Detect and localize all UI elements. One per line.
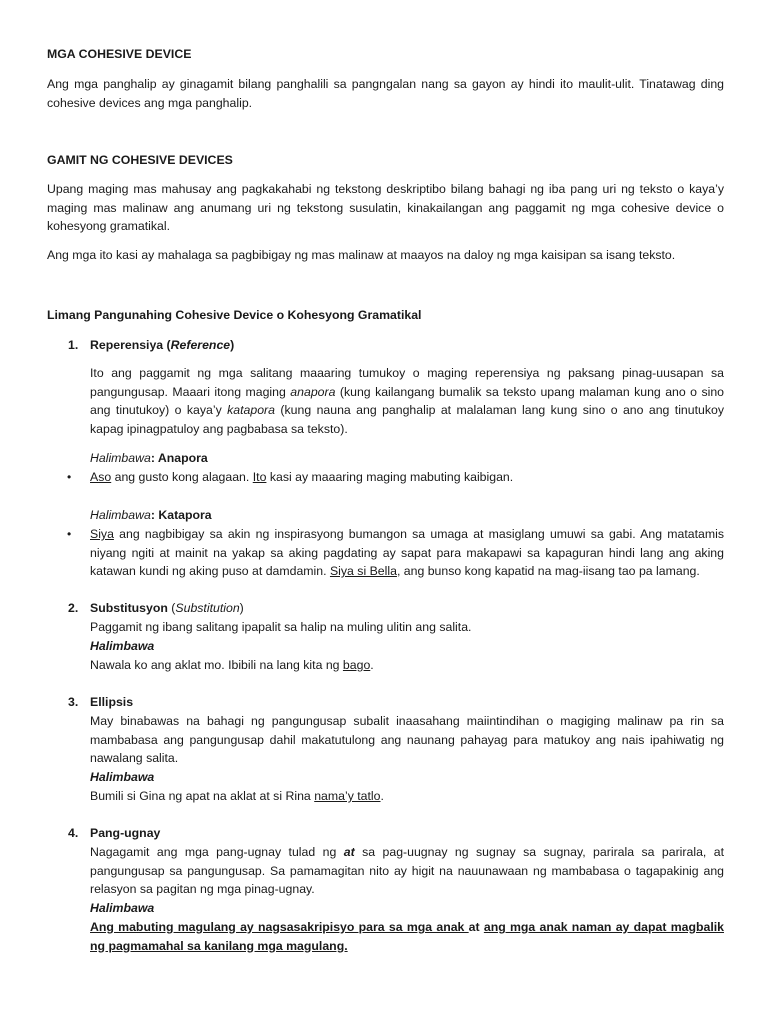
example-label-text: Halimbawa <box>90 770 155 784</box>
underlined-word: Siya <box>90 527 114 541</box>
section-title-gamit: GAMIT NG COHESIVE DEVICES <box>47 153 233 167</box>
substitusyon-description: Paggamit ng ibang salitang ipapalit sa halip na muling ulitin ang salita. <box>90 620 472 634</box>
item-title-text: Substitusyon <box>90 601 168 615</box>
item-number: 1. <box>68 338 79 352</box>
gamit-paragraph-1: Upang maging mas mahusay ang pagkakahabi ng tekstong deskriptibo bilang bahagi ng iba pang uri ng teksto o kaya’y maging mas malinaw ang anumang uri ng tekstong susulatin, kinakailangan ang paggamit ng mga cohesive device o kohesyong gramatikal. <box>47 182 724 233</box>
bullet-icon: • <box>67 527 72 541</box>
example-label-text: Halimbawa <box>90 639 155 653</box>
gamit-paragraph-2: Ang mga ito kasi ay mahalaga sa pagbibigay ng mas malinaw at maayos na daloy ng mga kaisipan sa isang teksto. <box>47 248 676 262</box>
reperensiya-description <box>90 364 724 438</box>
desc-italic-at: at <box>343 845 355 859</box>
example-text: . <box>380 789 384 803</box>
item-title-close: ) <box>239 601 244 615</box>
example-text: at <box>468 920 484 934</box>
example-ellipsis <box>90 787 724 806</box>
item-title-pang-ugnay: Pang-ugnay <box>90 826 161 840</box>
desc-italic-anapora: anapora <box>290 384 336 399</box>
ellipsis-description: May binabawas na bahagi ng pangungusap subalit inaasahang maiintindihan o magiging malinaw pa rin sa mambabasa ang pangungusap dahil makatutulong ang naunang pahayag para matukoy ang nais ipahiwatig ng nawalang salita. <box>90 714 724 765</box>
example-heading-katapora <box>90 506 212 525</box>
intro-paragraph: Ang mga panghalip ay ginagamit bilang panghalili sa pangngalan nang sa gayon ay hindi ito maulit-ulit. Tinatawag ding cohesive devices ang mga panghalip. <box>47 77 724 110</box>
example-type: Anapora <box>157 451 208 465</box>
example-text: ang gusto kong alagaan. <box>111 470 253 484</box>
example-pang-ugnay <box>90 918 724 955</box>
example-label <box>90 768 154 787</box>
item-number: 4. <box>68 826 79 840</box>
item-title-substitusyon <box>90 599 244 618</box>
underlined-word: Aso <box>90 470 112 484</box>
item-title-reperensiya <box>90 336 234 355</box>
item-title-close: ) <box>230 338 235 352</box>
desc-text: Ito ang paggamit ng mga salitang maaaring tumukoy o maging reperensiya ng paksang pinag-uusapan sa pangungusap. Maaari itong maging <box>90 366 724 399</box>
item-title-text: Reperensiya ( <box>90 338 171 352</box>
example-substitusyon <box>90 656 724 675</box>
desc-text: (kung nauna ang panghalip at malalaman lang kung sino o ano ang tinutukoy kapag ipinagpatuloy ang pagbabasa sa teksto). <box>90 403 724 436</box>
example-text: , ang bunso kong kapatid na mag-iisang tao pa lamang. <box>396 564 700 578</box>
pang-ugnay-description <box>90 843 724 899</box>
example-label: Halimbawa <box>90 508 151 522</box>
example-colon: : <box>150 451 158 465</box>
item-title-ellipsis: Ellipsis <box>90 695 134 709</box>
underlined-word: Siya si Bella <box>329 564 397 578</box>
example-label <box>90 899 154 918</box>
example-colon: : <box>150 508 159 522</box>
section-title-mga-cohesive-device: MGA COHESIVE DEVICE <box>47 47 192 61</box>
desc-text: Nagagamit ang mga pang-ugnay tulad ng <box>90 845 344 859</box>
bullet-icon: • <box>67 470 72 484</box>
example-label: Halimbawa <box>90 451 151 465</box>
item-title-italic: Substitution <box>175 601 240 615</box>
section-title-limang-pangunahing: Limang Pangunahing Cohesive Device o Kohesyong Gramatikal <box>47 308 422 322</box>
desc-text: (kung kailangang bumalik sa teksto upang malaman kung ano o sino ang tinutukoy) o kaya’y <box>90 384 724 417</box>
example-text: ang nagbibigay sa akin ng inspirasyong bumangon sa umaga at masiglang umuwi sa gabi. Ang matatamis niyang ngiti at mainit na yakap sa aking pagdating ay sapat para makapawi sa kapaguran hindi lang ang aking katawan kundi ng aking puso at damdamin. <box>90 527 724 578</box>
example-text: . <box>370 658 374 672</box>
underlined-word: bago <box>342 658 371 672</box>
item-number: 3. <box>68 695 79 709</box>
example-katapora <box>90 525 724 581</box>
example-text: Bumili si Gina ng apat na aklat at si Rina <box>90 789 315 803</box>
item-title-italic: Reference <box>170 338 231 352</box>
item-number: 2. <box>68 601 79 615</box>
desc-italic-katapora: katapora <box>227 403 275 417</box>
example-text: kasi ay maaaring maging mabuting kaibigan. <box>266 470 514 484</box>
underlined-word: Ito <box>252 470 267 484</box>
item-title-open: ( <box>167 601 176 615</box>
desc-text: sa pag-uugnay ng sugnay sa sugnay, parirala sa parirala, at pangungusap sa pangungusap. Sa pamamagitan nito ay higit na nauunawaan ng mambabasa o tagapakinig ang relasyon sa pagitan ng mga pinag-ugnay. <box>90 845 725 896</box>
example-heading-anapora <box>90 449 208 468</box>
example-label-text: Halimbawa <box>90 901 155 915</box>
example-type: Katapora <box>158 508 212 522</box>
example-label <box>90 637 154 656</box>
underlined-phrase: ang mga anak naman ay dapat magbalik ng pagmamahal sa kanilang mga magulang. <box>90 920 724 953</box>
underlined-phrase: Ang mabuting magulang ay nagsasakripisyo para sa mga anak <box>90 920 469 934</box>
underlined-word: nama’y tatlo <box>314 789 381 803</box>
example-text: Nawala ko ang aklat mo. Ibibili na lang kita ng <box>90 658 343 672</box>
example-anapora <box>90 468 724 487</box>
